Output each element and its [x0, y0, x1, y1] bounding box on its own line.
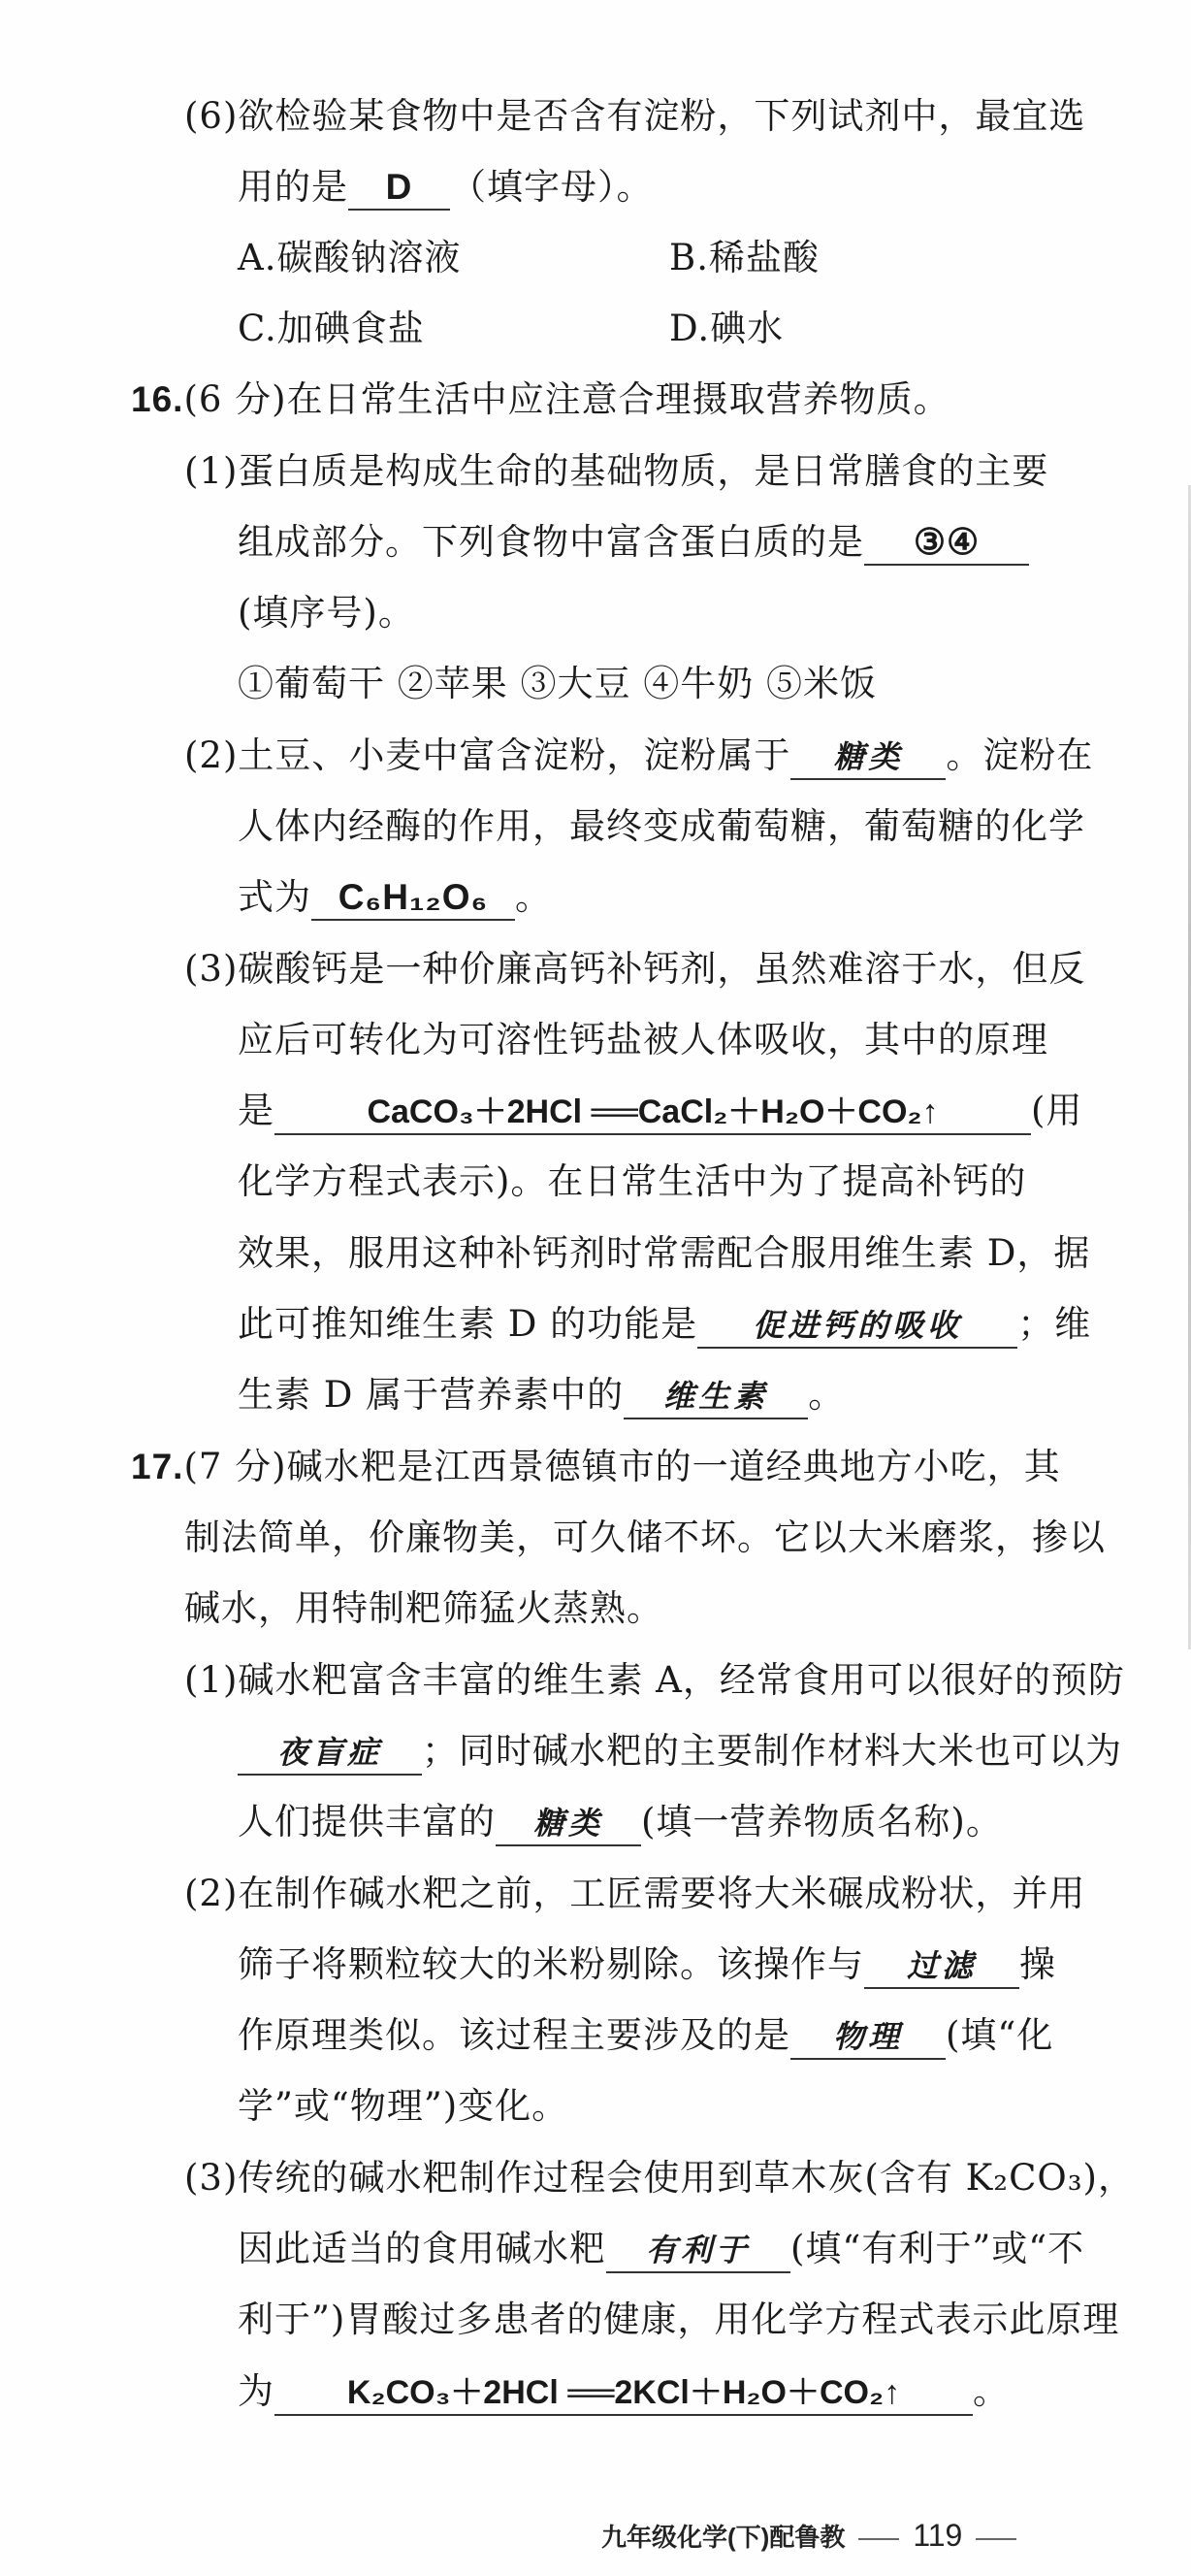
- footer-dash-right: [976, 2538, 1016, 2540]
- q16-3-line1: (3)碳酸钙是一种价廉高钙补钙剂，虽然难溶于水，但反: [184, 948, 1086, 990]
- q15-6-option-c: C.加碘食盐: [238, 308, 425, 349]
- page-number: 119: [913, 2518, 963, 2553]
- q17-3-line4: 为 K₂CO₃＋2HCl ══2KCl＋H₂O＋CO₂↑ 。: [238, 2364, 1010, 2419]
- q16-1-answer: ③④: [864, 521, 1029, 566]
- q17-3-line3: 利于”)胃酸过多患者的健康，用化学方程式表示此原理: [238, 2299, 1120, 2340]
- q17-2-answer2: 物理: [790, 2015, 946, 2060]
- q16-3-line3: 是 CaCO₃＋2HCl ══CaCl₂＋H₂O＋CO₂↑ (用: [238, 1084, 1082, 1138]
- q17-1-line3: 人们提供丰富的 糖类 (填一营养物质名称)。: [238, 1795, 1003, 1849]
- q16-2-answer2: C₆H₁₂O₆: [311, 876, 515, 921]
- q16-3-answer2: 促进钙的吸收: [697, 1304, 1017, 1349]
- q17-2-line3: 作原理类似。该过程主要涉及的是 物理 (填“化: [238, 2008, 1053, 2063]
- q16-3-line5: 效果，服用这种补钙剂时常需配合服用维生素 D，据: [238, 1232, 1091, 1274]
- q16-1-line2: 组成部分。下列食物中富含蛋白质的是 ③④: [238, 515, 1029, 570]
- q16-2-line2: 人体内经酶的作用，最终变成葡萄糖，葡萄糖的化学: [238, 805, 1085, 847]
- q16-1-options: ①葡萄干 ②苹果 ③大豆 ④牛奶 ⑤米饭: [238, 663, 878, 704]
- q17-1-line1: (1)碱水粑富含丰富的维生素 A，经常食用可以很好的预防: [184, 1659, 1125, 1701]
- q16-3-line6: 此可推知维生素 D 的功能是 促进钙的吸收 ；维: [238, 1297, 1091, 1352]
- q17-2-line4: 学”或“物理”)变化。: [238, 2085, 569, 2127]
- q16-3-answer3: 维生素: [624, 1375, 808, 1419]
- q15-6-line1: (6)欲检验某食物中是否含有淀粉，下列试剂中，最宜选: [184, 95, 1086, 137]
- q16-3-equation: CaCO₃＋2HCl ══CaCl₂＋H₂O＋CO₂↑: [274, 1091, 1031, 1135]
- page-footer: [601, 2518, 1030, 2554]
- q15-6-option-a: A.碳酸钠溶液: [238, 237, 462, 278]
- q16-number: 16.: [131, 379, 184, 419]
- q17-1-answer1: 夜盲症: [238, 1731, 422, 1776]
- q17-3-line1: (3)传统的碱水粑制作过程会使用到草木灰(含有 K₂CO₃)，: [184, 2157, 1135, 2199]
- q17-3-answer1: 有利于: [606, 2229, 790, 2273]
- q17-stem3: 碱水，用特制粑筛猛火蒸熟。: [184, 1587, 663, 1629]
- q15-6-line2: 用的是 D （填字母）。: [238, 160, 654, 214]
- q16-3-line4: 化学方程式表示)。在日常生活中为了提高补钙的: [238, 1160, 1027, 1202]
- q17-1-answer2: 糖类: [496, 1802, 641, 1846]
- q16-3-line7: 生素 D 属于营养素中的 维生素 。: [238, 1368, 845, 1422]
- q17-2-line1: (2)在制作碱水粑之前，工匠需要将大米碾成粉状，并用: [184, 1873, 1086, 1914]
- footer-dash-left: [858, 2538, 899, 2540]
- q17-stem1: 17.(7 分)碱水粑是江西景德镇市的一道经典地方小吃，其: [131, 1446, 1061, 1487]
- q17-3-line2: 因此适当的食用碱水粑 有利于 (填“有利于”或“不: [238, 2222, 1084, 2276]
- q17-3-equation: K₂CO₃＋2HCl ══2KCl＋H₂O＋CO₂↑: [274, 2371, 973, 2416]
- q17-2-line2: 筛子将颗粒较大的米粉剔除。该操作与 过滤 操: [238, 1938, 1056, 1992]
- q16-stem: 16.(6 分)在日常生活中应注意合理摄取营养物质。: [131, 378, 950, 420]
- q17-1-line2: 夜盲症 ；同时碱水粑的主要制作材料大米也可以为: [238, 1724, 1122, 1778]
- q17-number: 17.: [131, 1447, 184, 1486]
- q16-1-line1: (1)蛋白质是构成生命的基础物质，是日常膳食的主要: [184, 450, 1049, 492]
- q16-3-line2: 应后可转化为可溶性钙盐被人体吸收，其中的原理: [238, 1019, 1048, 1060]
- q15-6-option-d: D.碘水: [669, 308, 785, 349]
- q16-2-answer1: 糖类: [790, 735, 946, 780]
- q15-6-answer: D: [348, 166, 450, 211]
- q16-2-line3: 式为 C₆H₁₂O₆ 。: [238, 870, 552, 925]
- book-title: 九年级化学(下)配鲁教: [601, 2523, 846, 2552]
- q17-2-answer1: 过滤: [864, 1944, 1019, 1989]
- q16-2-line1: (2)土豆、小麦中富含淀粉，淀粉属于 糖类 。淀粉在: [184, 729, 1093, 783]
- q17-stem2: 制法简单，价廉物美，可久储不坏。它以大米磨浆，掺以: [184, 1516, 1106, 1558]
- q16-1-line3: (填序号)。: [238, 592, 415, 634]
- q15-6-option-b: B.稀盐酸: [669, 237, 820, 278]
